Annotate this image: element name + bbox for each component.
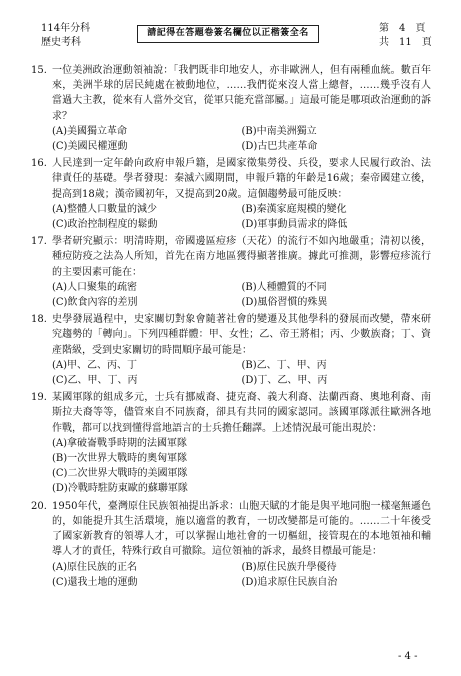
question-item [31,390,431,496]
answer-options [31,358,431,388]
answer-option: (D)丁、乙、甲、丙 [241,375,328,387]
total-pages-label: 共 11 頁 [379,37,432,48]
answer-option: (D)冷戰時駐防東歐的蘇聯軍隊 [52,483,188,495]
answer-options [31,560,431,590]
question-stem [31,156,431,202]
answer-options [31,280,431,310]
question-stem [31,499,431,560]
question-text: 一位美洲政治運動領袖說：「我們既非印地安人，亦非歐洲人，但有兩種血統。數百年來，美洲半球的居民純處在被動地位，……我們從來沒人當上總督，……幾乎沒有人當過大主教，從來有人當外交官，從軍只能充當部屬。」這最可能是哪項政治運動的訴求？ [52,65,431,122]
question-text: 學者研究顯示：明清時期，帝國邊區痘疹（天花）的流行不如內地嚴重；清初以後，種痘防疫之法為人所知，首先在南方地區獲得顯著推廣。據此可推測，影響痘疹流行的主要因素可能在： [52,236,431,278]
answer-option: (C)還我土地的運動 [52,576,138,588]
question-stem [31,63,431,124]
page-label: 第 4 頁 [379,23,426,34]
answer-option: (B)一次世界大戰時的奧匈軍隊 [52,453,188,465]
answer-option: (A)人口聚集的疏密 [52,281,138,293]
answer-option: (C)乙、甲、丁、丙 [52,375,138,387]
answer-option: (D)古巴共產革命 [241,141,318,153]
exam-year: 114年分科 [41,23,91,34]
question-text: 人民達到一定年齡向政府申報戶籍，是國家徵集勞役、兵役，要求人民履行政治、法律責任的基礎。學者發現：秦滅六國期間，申報戶籍的年齡是16歲；秦帝國建立後，提高到18歲；漢帝國初年，又提高到20歲。這個趨勢最可能反映： [52,158,431,200]
signature-notice: 請記得在答題卷簽名欄位以正楷簽全名 [137,25,319,43]
question-number: 17. [31,236,47,248]
answer-option: (C)二次世界大戰時的美國軍隊 [52,468,188,480]
question-number: 19. [31,392,47,404]
page-header [0,0,461,60]
page-info [379,22,432,50]
question-stem [31,234,431,280]
question-item [31,499,431,590]
question-item [31,63,431,154]
answer-option: (B)中南美洲獨立 [241,125,317,137]
page-number: - 4 - [398,651,418,662]
answer-option: (B)秦漢家庭規模的變化 [241,203,347,215]
answer-option: (A)美國獨立革命 [52,125,128,137]
answer-option: (A)原住民族的正名 [52,561,138,573]
question-number: 18. [31,314,47,326]
question-number: 16. [31,158,47,170]
question-item [31,156,431,232]
answer-option: (D)軍事動員需求的降低 [241,219,348,231]
answer-option: (D)追求原住民族自治 [241,576,338,588]
answer-option: (B)乙、丁、甲、丙 [241,359,327,371]
answer-option: (B)人種體質的不同 [241,281,327,293]
question-number: 20. [31,500,47,512]
answer-option: (B)原住民族升學優待 [241,561,337,573]
answer-option: (A)甲、乙、丙、丁 [52,359,138,371]
answer-option: (C)美國民權運動 [52,141,128,153]
question-text: 某國軍隊的組成多元，士兵有挪威裔、捷克裔、義大利裔、法蘭西裔、奧地利裔、南斯拉夫裔等等，儘管來自不同族裔，卻具有共同的國家認同。該國軍隊派往歐洲各地作戰，都可以找到懂得當地語言的士兵擔任翻譯。上述情況最可能出現於： [52,392,431,434]
answer-option: (A)整體人口數量的減少 [52,203,158,215]
answer-option: (A)拿破崙戰爭時期的法國軍隊 [52,437,188,449]
answer-options [31,436,431,497]
question-stem [31,312,431,358]
exam-subject: 歷史考科 [41,37,81,48]
question-number: 15. [31,65,47,76]
answer-option: (C)飲食內容的差別 [52,297,138,309]
answer-options [31,202,431,232]
answer-option: (C)政治控制程度的鬆動 [52,219,158,231]
question-text: 史學發展過程中，史家關切對象會隨著社會的變遷及其他學科的發展而改變，帶來研究趨勢的「轉向」。下列四種群體：甲、女性；乙、帝王將相；丙、少數族裔；丁、資產階級，受到史家關切的時間順序最可能是： [52,314,431,356]
question-item [31,234,431,310]
question-item [31,312,431,388]
answer-option: (D)風俗習慣的殊異 [241,297,328,309]
question-text: 1950年代，臺灣原住民族領袖提出訴求：山胞天賦的才能是與平地同胞一樣毫無遜色的，如能提升其生活環境，施以適當的教育，一切改變都是可能的。……二十年後受了國家新教育的領導人才，可以掌握山地社會的一切樞紐，接管現在的本地領袖和輔導人才的責任，特殊行政自可撤除。這位領袖的訴求，最終目標最可能是： [52,500,431,558]
answer-options [31,124,431,154]
exam-info [41,22,90,50]
question-stem [31,390,431,436]
question-list [31,63,431,592]
